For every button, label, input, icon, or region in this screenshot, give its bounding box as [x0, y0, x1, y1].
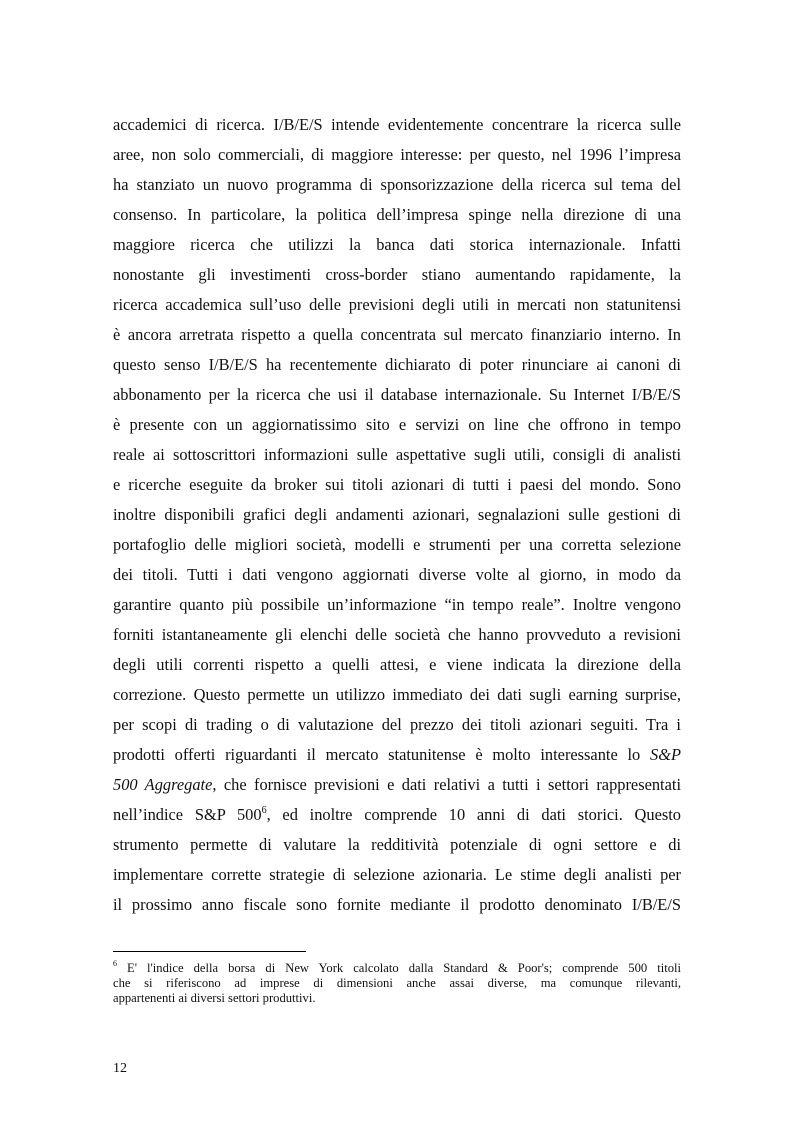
body-text: , ed inoltre comprende 10 anni di dati storici. Questo	[266, 805, 681, 824]
body-line: è ancora arretrata rispetto a quella concentrata sul mercato finanziario interno. In	[113, 325, 681, 344]
body-line: aree, non solo commerciali, di maggiore interesse: per questo, nel 1996 l’impresa	[113, 145, 681, 164]
footnote-separator	[113, 951, 306, 952]
body-line: implementare corrette strategie di selezione azionaria. Le stime degli analisti per	[113, 865, 681, 884]
body-line: accademici di ricerca. I/B/E/S intende evidentemente concentrare la ricerca sulle	[113, 115, 681, 134]
body-line: nonostante gli investimenti cross-border stiano aumentando rapidamente, la	[113, 265, 681, 284]
body-line: maggiore ricerca che utilizzi la banca dati storica internazionale. Infatti	[113, 235, 681, 254]
footnote-marker: 6	[113, 958, 117, 968]
body-line: è presente con un aggiornatissimo sito e servizi on line che offrono in tempo	[113, 415, 681, 434]
footnote-line: che si riferiscono ad imprese di dimensioni anche assai diverse, ma comunque rilevanti,	[113, 976, 681, 990]
page-number: 12	[113, 1061, 127, 1076]
body-line: reale ai sottoscrittori informazioni sulle aspettative sugli utili, consigli di analisti	[113, 445, 681, 464]
body-line: ricerca accademica sull’uso delle previsioni degli utili in mercati non statunitensi	[113, 295, 681, 314]
body-text: nell’indice S&P 500	[113, 805, 262, 824]
body-line: strumento permette di valutare la redditività potenziale di ogni settore e di	[113, 835, 681, 854]
body-line: abbonamento per la ricerca che usi il database internazionale. Su Internet I/B/E/S	[113, 385, 681, 404]
body-line: per scopi di trading o di valutazione del prezzo dei titoli azionari seguiti. Tra i	[113, 715, 681, 734]
footnote-text: E' l'indice della borsa di New York calcolato dalla Standard & Poor's; comprende 500 titoli	[117, 961, 681, 975]
body-line	[113, 745, 681, 765]
body-line: forniti istantaneamente gli elenchi delle società che hanno provveduto a revisioni	[113, 625, 681, 644]
body-line: portafoglio delle migliori società, modelli e strumenti per una corretta selezione	[113, 535, 681, 554]
body-line: questo senso I/B/E/S ha recentemente dichiarato di poter rinunciare ai canoni di	[113, 355, 681, 374]
body-line: e ricerche eseguite da broker sui titoli azionari di tutti i paesi del mondo. Sono	[113, 475, 681, 494]
footnote-line	[113, 958, 681, 976]
body-line: correzione. Questo permette un utilizzo immediato dei dati sugli earning surprise,	[113, 685, 681, 704]
body-line: inoltre disponibili grafici degli andamenti azionari, segnalazioni sulle gestioni di	[113, 505, 681, 524]
body-line	[113, 775, 681, 795]
body-line: degli utili correnti rispetto a quelli attesi, e viene indicata la direzione della	[113, 655, 681, 674]
body-line: garantire quanto più possibile un’informazione “in tempo reale”. Inoltre vengono	[113, 595, 681, 614]
body-line: ha stanziato un nuovo programma di sponsorizzazione della ricerca sul tema del	[113, 175, 681, 194]
body-line: consenso. In particolare, la politica dell’impresa spinge nella direzione di una	[113, 205, 681, 224]
footnote-line: appartenenti ai diversi settori produttivi.	[113, 991, 316, 1005]
body-text: , che fornisce previsioni e dati relativi a tutti i settori rappresentati	[212, 775, 681, 794]
italic-term: 500 Aggregate	[113, 775, 213, 794]
italic-term: S&P	[650, 745, 681, 764]
footnote-ref[interactable]: 6	[261, 804, 267, 816]
body-line: dei titoli. Tutti i dati vengono aggiornati diverse volte al giorno, in modo da	[113, 565, 681, 584]
body-line: il prossimo anno fiscale sono fornite mediante il prodotto denominato I/B/E/S	[113, 895, 681, 914]
body-line	[113, 805, 681, 825]
body-text: prodotti offerti riguardanti il mercato statunitense è molto interessante lo	[113, 745, 641, 764]
